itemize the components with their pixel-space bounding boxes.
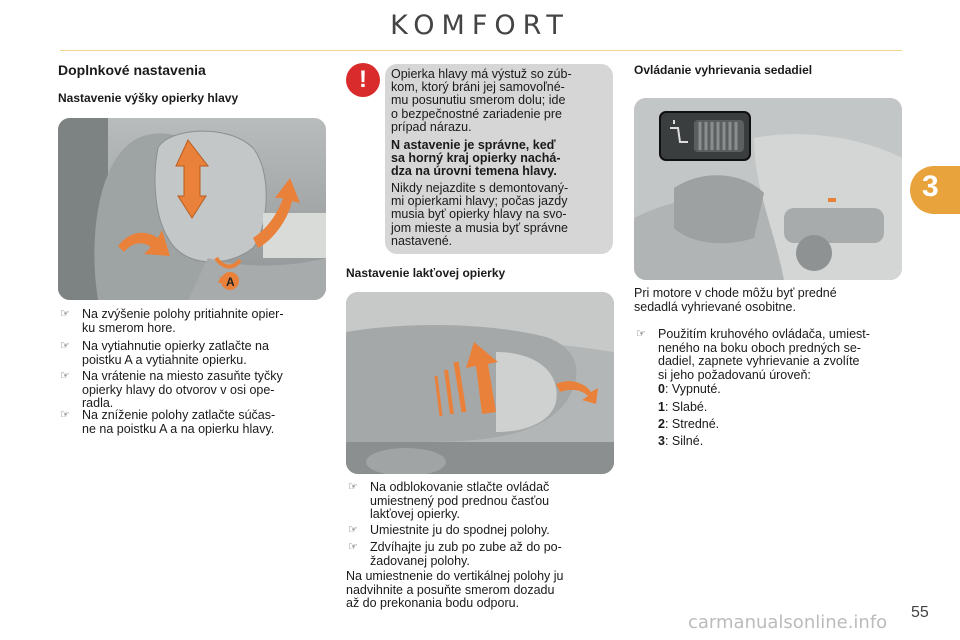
warning-paragraph-1: Opierka hlavy má výstuž so zúb- kom, ktorý bráni jej samovoľné- mu posunutiu smerom dolu; ide o bezpečnostné zariadenie pre prípad nárazu. <box>391 67 572 134</box>
headrest-bullet-4: ☞ Na zníženie polohy zatlačte súčas- ne na poistku A a na opierku hlavy. <box>60 408 276 436</box>
heating-bullet: ☞ Použitím kruhového ovládača, umiest- neného na boku oboch predných se- dadiel, zapnete vyhrievanie a zvolíte si jeho požadovanú úroveň: <box>636 327 870 382</box>
headrest-subtitle: Nastavenie výšky opierky hlavy <box>58 91 239 105</box>
page-header-title: KOMFORT <box>390 10 570 41</box>
warning-paragraph-3: Nikdy nejazdite s demontovaný- mi opierkami hlavy; počas jazdy musia byť opierky hlavy na svo- jom mieste a musia byť správne nastavené. <box>391 181 569 248</box>
bullet-pointer-icon: ☞ <box>348 524 358 536</box>
heating-intro: Pri motore v chode môžu byť predné sedadlá vyhrievané osobitne. <box>634 286 837 314</box>
headrest-bullet-1: ☞ Na zvýšenie polohy pritiahnite opier- ku smerom hore. <box>60 307 284 335</box>
headrest-bullet-3: ☞ Na vrátenie na miesto zasuňte tyčky opierky hlavy do otvorov v osi ope- radla. <box>60 369 283 410</box>
figure-label-a: A <box>226 275 235 289</box>
bullet-pointer-icon: ☞ <box>636 328 646 340</box>
seat-heating-figure <box>634 98 902 280</box>
bullet-pointer-icon: ☞ <box>348 541 358 553</box>
armrest-bullet-1: ☞ Na odblokovanie stlačte ovládač umiestnený pod prednou časťou lakťovej opierky. <box>348 480 550 521</box>
heating-level-1: 1: Slabé. <box>658 400 708 414</box>
bullet-pointer-icon: ☞ <box>60 340 70 352</box>
armrest-paragraph: Na umiestnenie do vertikálnej polohy ju nadvihnite a posuňte smerom dozadu až do prekonania bodu odporu. <box>346 569 564 610</box>
bullet-pointer-icon: ☞ <box>348 481 358 493</box>
armrest-illustration <box>346 292 614 474</box>
heating-level-3: 3: Silné. <box>658 434 704 448</box>
chapter-number: 3 <box>922 170 939 203</box>
headrest-bullet-2: ☞ Na vytiahnutie opierky zatlačte na poistku A a vytiahnite opierku. <box>60 339 269 367</box>
seat-heating-illustration <box>634 98 902 280</box>
armrest-subtitle: Nastavenie lakťovej opierky <box>346 266 506 280</box>
bullet-pointer-icon: ☞ <box>60 409 70 421</box>
heating-subtitle: Ovládanie vyhrievania sedadiel <box>634 63 813 77</box>
armrest-bullet-3: ☞ Zdvíhajte ju zub po zube až do po- žadovanej polohy. <box>348 540 562 568</box>
heating-level-2: 2: Stredné. <box>658 417 720 431</box>
bullet-pointer-icon: ☞ <box>60 370 70 382</box>
watermark: carmanualsonline.info <box>688 612 888 633</box>
armrest-bullet-2: ☞ Umiestnite ju do spodnej polohy. <box>348 523 550 537</box>
page-number: 55 <box>911 604 929 621</box>
armrest-figure <box>346 292 614 474</box>
headrest-figure <box>58 118 326 300</box>
bullet-pointer-icon: ☞ <box>60 308 70 320</box>
heating-level-0: 0: Vypnuté. <box>658 382 721 396</box>
warning-paragraph-2: N astavenie je správne, keď sa horný kraj opierky nachá- dza na úrovni temena hlavy. <box>391 138 561 179</box>
header-divider <box>60 50 902 51</box>
headrest-illustration <box>58 118 326 300</box>
section-title: Doplnkové nastavenia <box>58 62 206 78</box>
exclamation-icon: ! <box>346 63 380 97</box>
